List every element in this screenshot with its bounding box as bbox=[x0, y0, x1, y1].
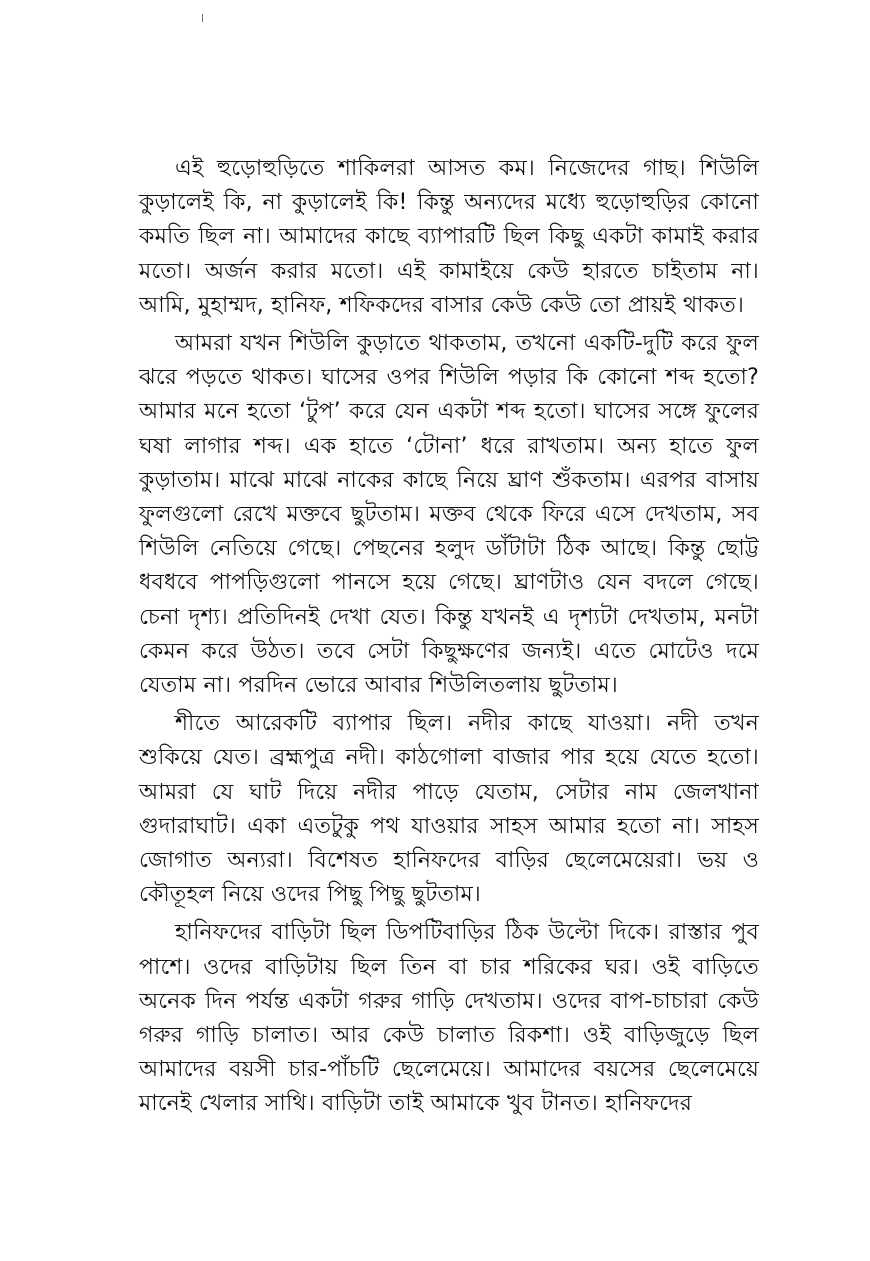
paragraph-4: হানিফদের বাড়িটা ছিল ডিপটিবাড়ির ঠিক উল্টো দিকে। রাস্তার পুব পাশে। ওদের বাড়িটায় ছিল তিন বা চার শরিকের ঘর। ওই বাড়িতে অনেক দিন পর্যন্ত একটা গরুর গাড়ি দেখতাম। ওদের বাপ-চাচারা কেউ গরুর গাড়ি চালাত। আর কেউ চালাত রিকশা। ওই বাড়িজুড়ে ছিল আমাদের বয়সী চার-পাঁচটি ছেলেমেয়ে। আমাদের বয়সের ছেলেমেয়ে মানেই খেলার সাথি। বাড়িটা তাই আমাকে খুব টানত। হানিফদের bbox=[139, 920, 759, 1117]
page-mark bbox=[202, 14, 203, 22]
body-text bbox=[139, 152, 759, 1124]
paragraph-1: এই হুড়োহুড়িতে শাকিলরা আসত কম। নিজেদের গাছ। শিউলি কুড়ালেই কি, না কুড়ালেই কি! কিন্তু অন্যদের মধ্যে হুড়োহুড়ির কোনো কমতি ছিল না। আমাদের কাছে ব্যাপারটি ছিল কিছু একটা কামাই করার মতো। অর্জন করার মতো। এই কামাইয়ে কেউ হারতে চাইতাম না। আমি, মুহাম্মদ, হানিফ, শফিকদের বাসার কেউ কেউ তো প্রায়ই থাকত। bbox=[139, 156, 759, 318]
paragraph-2: আমরা যখন শিউলি কুড়াতে থাকতাম, তখনো একটি-দুটি করে ফুল ঝরে পড়তে থাকত। ঘাসের ওপর শিউলি পড়ার কি কোনো শব্দ হতো? আমার মনে হতো ‘টুপ’ করে যেন একটা শব্দ হতো। ঘাসের সঙ্গে ফুলের ঘষা লাগার শব্দ। এক হাতে ‘টোনা’ ধরে রাখতাম। অন্য হাতে ফুল কুড়াতাম। মাঝে মাঝে নাকের কাছে নিয়ে ঘ্রাণ শুঁকতাম। এরপর বাসায় ফুলগুলো রেখে মক্তবে ছুটতাম। মক্তব থেকে ফিরে এসে দেখতাম, সব শিউলি নেতিয়ে গেছে। পেছনের হলুদ ডাঁটাটা ঠিক আছে। কিন্তু ছোট্ট ধবধবে পাপড়িগুলো পানসে হয়ে গেছে। ঘ্রাণটাও যেন বদলে গেছে। চেনা দৃশ্য। প্রতিদিনই দেখা যেত। কিন্তু যখনই এ দৃশ্যটা দেখতাম, মনটা কেমন করে উঠত। তবে সেটা কিছুক্ষণের জন্যই। এতে মোটেও দমে যেতাম না। পরদিন ভোরে আবার শিউলিতলায় ছুটতাম। bbox=[139, 331, 759, 699]
paragraph-3: শীতে আরেকটি ব্যাপার ছিল। নদীর কাছে যাওয়া। নদী তখন শুকিয়ে যেত। ব্রহ্মপুত্র নদী। কাঠগোলা বাজার পার হয়ে যেতে হতো। আমরা যে ঘাট দিয়ে নদীর পাড়ে যেতাম, সেটার নাম জেলখানা গুদারাঘাট। একা এতটুকু পথ যাওয়ার সাহস আমার হতো না। সাহস জোগাত অন্যরা। বিশেষত হানিফদের বাড়ির ছেলেমেয়েরা। ভয় ও কৌতূহল নিয়ে ওদের পিছু পিছু ছুটতাম। bbox=[139, 711, 759, 908]
